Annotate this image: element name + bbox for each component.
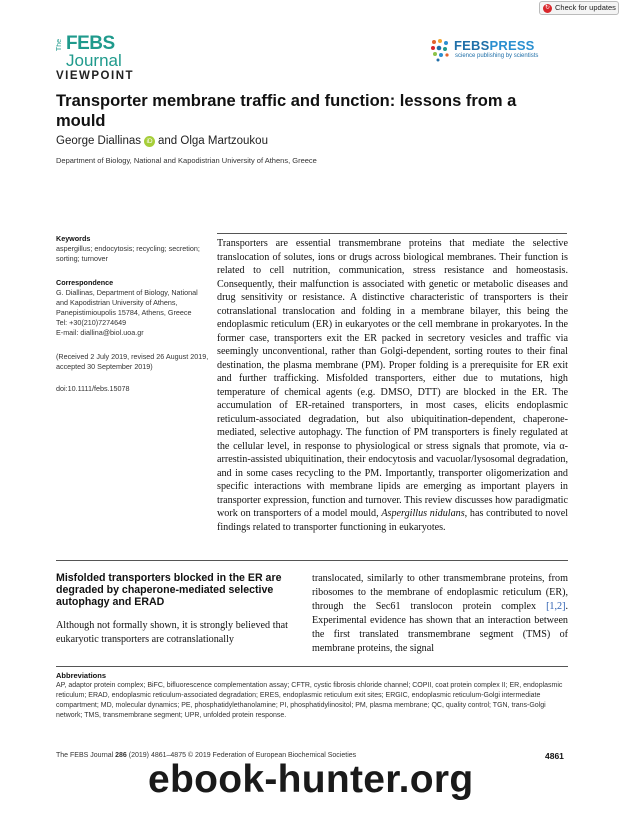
body-text-right: translocated, similarly to other transmembrane proteins, from ribosomes to the membrane of endoplasmic reticulum (ER), through the Sec61 translocon protein complex [1,2]. Experimental evidence has shown that an interaction between the first translated transmembrane segment (TMS) of membrane proteins, the signal [312, 573, 568, 654]
corr-line: and Kapodistrian University of Athens, [56, 298, 178, 307]
journal-logo: The FEBS Journal [56, 33, 122, 70]
section-heading: Misfolded transporters blocked in the ER are degraded by chaperone-mediated selective autophagy and ERAD [56, 572, 282, 608]
keywords-heading: Keywords [56, 234, 91, 243]
doi-link[interactable]: doi:10.1111/febs.15078 [56, 384, 130, 393]
page-number: 4861 [545, 751, 564, 761]
footer-citation: The FEBS Journal 286 (2019) 4861–4875 © 2019 Federation of European Biochemical Societies [56, 752, 357, 759]
affiliation: Department of Biology, National and Kapodistrian University of Athens, Greece [56, 156, 317, 165]
abstract-top-rule [217, 233, 567, 234]
correspondence-block [56, 278, 216, 338]
check-for-updates-label: Check for updates [555, 3, 616, 12]
author-name-second[interactable]: and Olga Martzoukou [158, 135, 268, 147]
corr-line: Panepistimioupolis 15784, Athens, Greece [56, 308, 192, 317]
correspondence-heading: Correspondence [56, 278, 114, 287]
section-rule [56, 560, 568, 561]
corr-email[interactable]: E-mail: diallina@biol.uoa.gr [56, 328, 144, 337]
citation-link[interactable]: [1,2] [546, 601, 566, 612]
abbreviations-rule [56, 666, 568, 667]
dots-logo-icon [430, 38, 452, 62]
section-label: VIEWPOINT [56, 70, 135, 82]
orcid-icon[interactable]: iD [144, 136, 155, 147]
corr-line: G. Diallinas, Department of Biology, National [56, 288, 198, 297]
author-name[interactable]: George Diallinas [56, 135, 142, 147]
species-name: Aspergillus nidulans [381, 508, 465, 519]
received-dates: (Received 2 July 2019, revised 26 August 2019, accepted 30 September 2019) [56, 352, 209, 371]
article-title: Transporter membrane traffic and function: lessons from a mould [56, 92, 517, 130]
abbreviations-text: AP, adaptor protein complex; BiFC, bifluorescence complementation assay; CFTR, cystic fibrosis chloride channel; COPII, coat protein complex II; ER, endoplasmic reticulum; ERAD, endoplasmic reticulum-associated degradation; ERES, endoplasmic reticulum exit sites; ERGIC, endoplasmic reticulum-Golgi intermediate compartment; MD, molecular dynamics; PE, phosphatidylethanolamine; PI, phosphatidylinositol; PM, plasma membrane; QC, quality control; TGN, trans-Golgi network; TMS, transmembrane segment; UPR, unfolded protein response. [56, 682, 563, 719]
abstract: Transporters are essential transmembrane proteins that mediate the selective translocation of solutes, ions or drugs across biological membranes. Their function is related to cell nutrition, communication, stress resistance and homeostasis. Consequently, their malfunction is associated with genetic or metabolic diseases and drug sensitivity or resistance. A distinctive characteristic of transporters is their cotranslational translocation and folding in a membrane bilayer, this being the endoplasmic reticulum (ER) in eukaryotes or the cell membrane in prokaryotes. In the former case, transporters exit the ER packed in secretory vesicles and traffic via seemingly unconventional, rather than Golgi-dependent, sorting routes to their final destination, the plasma membrane (PM). Proper folding is a prerequisite for ER exit and further trafficking. Misfolded transporters, either due to mutations, high temperature of chemical agents (e.g. DMSO, DTT) are blocked in the ER. The accumulation of ER-retained transporters, in most cases, elicits endoplasmic reticulum-associated degradation, but also ubiquitination-dependent, chaperone-mediated, selective autophagy. The function of PM transporters is finely regulated at the cellular level, in response to physiological or stress signals that promote, via α-arrestin-assisted ubiquitination, their endocytosis and vacuolar/lysosomal degradation, and in some cases recycling to the PM. Importantly, transporter oligomerization and specific interactions with membrane lipids are emerging as important players in transporter expression, function and turnover. This review discusses how paradigmatic work on transporters of a model mould, Aspergillus nidulans, has contributed to novel findings related to transporter functioning in eukaryotes. [217, 238, 569, 533]
corr-line: Tel: +30(210)7274649 [56, 318, 127, 327]
author-line [56, 135, 268, 147]
check-for-updates-button[interactable] [539, 1, 619, 15]
body-text-left: Although not formally shown, it is strongly believed that eukaryotic transporters are cotranslationally [56, 620, 288, 645]
abbreviations-heading: Abbreviations [56, 671, 107, 680]
refresh-icon: ↻ [544, 4, 551, 11]
publisher-logo: FEBSPRESS science publishing by scientists [430, 38, 570, 66]
watermark: ebook-hunter.org [148, 758, 474, 801]
keywords-block [56, 234, 216, 264]
keywords-text: aspergillus; endocytosis; recycling; secretion; sorting; turnover [56, 244, 200, 263]
